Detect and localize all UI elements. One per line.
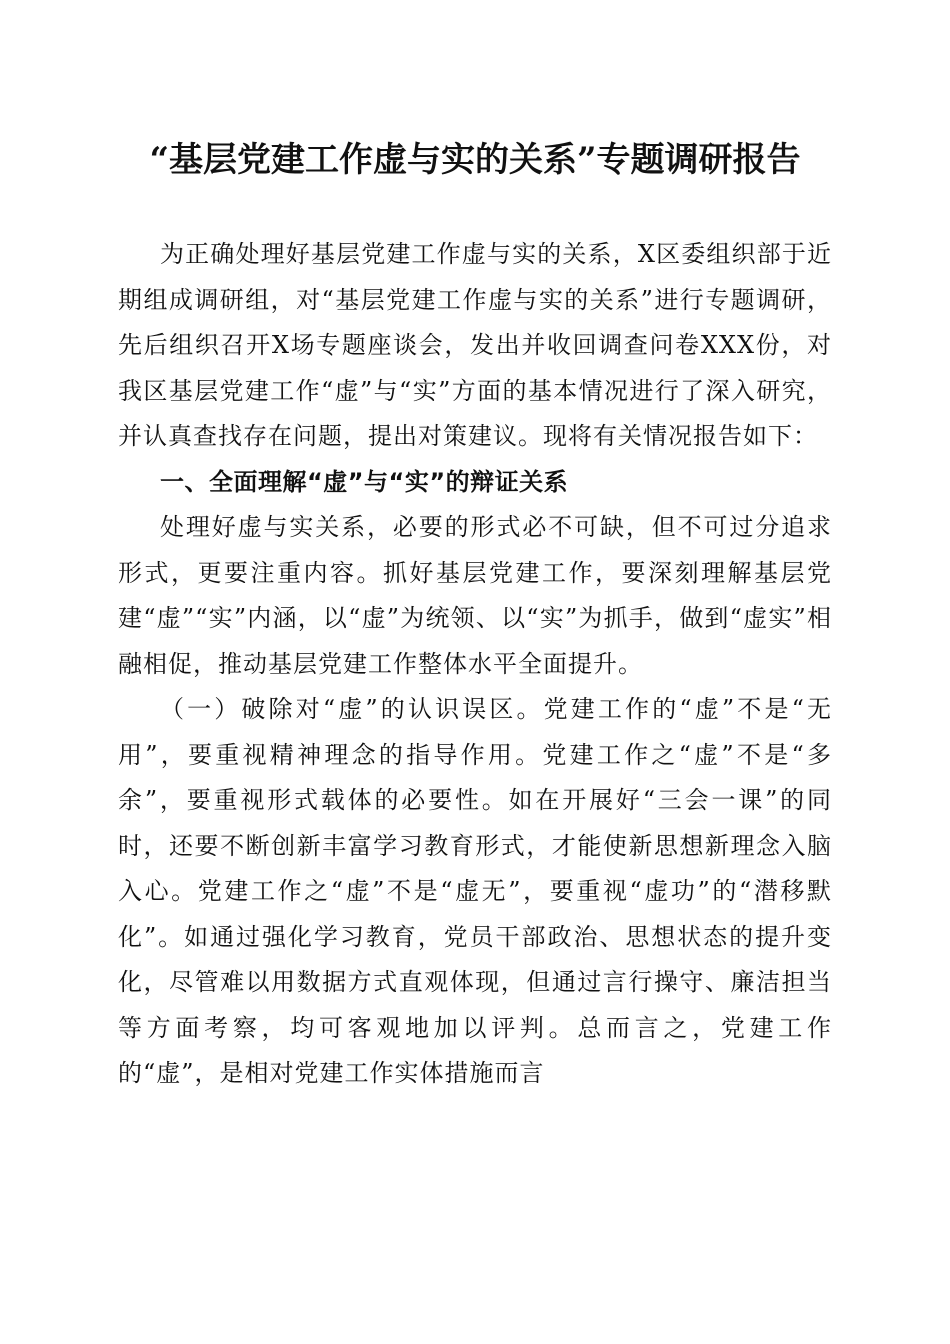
section-1-paragraph: 处理好虚与实关系，必要的形式必不可缺，但不可过分追求形式，更要注重内容。抓好基层党建工作，要深刻理解基层党建“虚”“实”内涵，以“虚”为统领、以“实”为抓手，做到“虚实”相融相促，推动基层党建工作整体水平全面提升。 (118, 513, 832, 678)
section-heading-1: 一、全面理解“虚”与“实”的辩证关系 (160, 467, 569, 496)
document-title: “基层党建工作虚与实的关系”专题调研报告 (149, 140, 801, 180)
document-body (118, 232, 832, 1097)
subsection-1-paragraph (118, 687, 832, 1097)
subsection-1-lead: （一）破除对“虚”的认识误区。 (160, 695, 544, 723)
intro-paragraph: 为正确处理好基层党建工作虚与实的关系，X区委组织部于近期组成调研组，对“基层党建工作虚与实的关系”进行专题调研，先后组织召开X场专题座谈会，发出并收回调查问卷XXX份，对我区基层党建工作“虚”与“实”方面的基本情况进行了深入研究，并认真查找存在问题，提出对策建议。现将有关情况报告如下： (118, 240, 832, 450)
subsection-1-text: 党建工作的“虚”不是“无用”，要重视精神理念的指导作用。党建工作之“虚”不是“多余”，要重视形式载体的必要性。如在开展好“三会一课”的同时，还要不断创新丰富学习教育形式，才能使新思想新理念入脑入心。党建工作之“虚”不是“虚无”，要重视“虚功”的“潜移默化”。如通过强化学习教育，党员干部政治、思想状态的提升变化，尽管难以用数据方式直观体现，但通过言行操守、廉洁担当等方面考察，均可客观地加以评判。总而言之，党建工作的“虚”，是相对党建工作实体措施而言 (118, 695, 832, 1087)
